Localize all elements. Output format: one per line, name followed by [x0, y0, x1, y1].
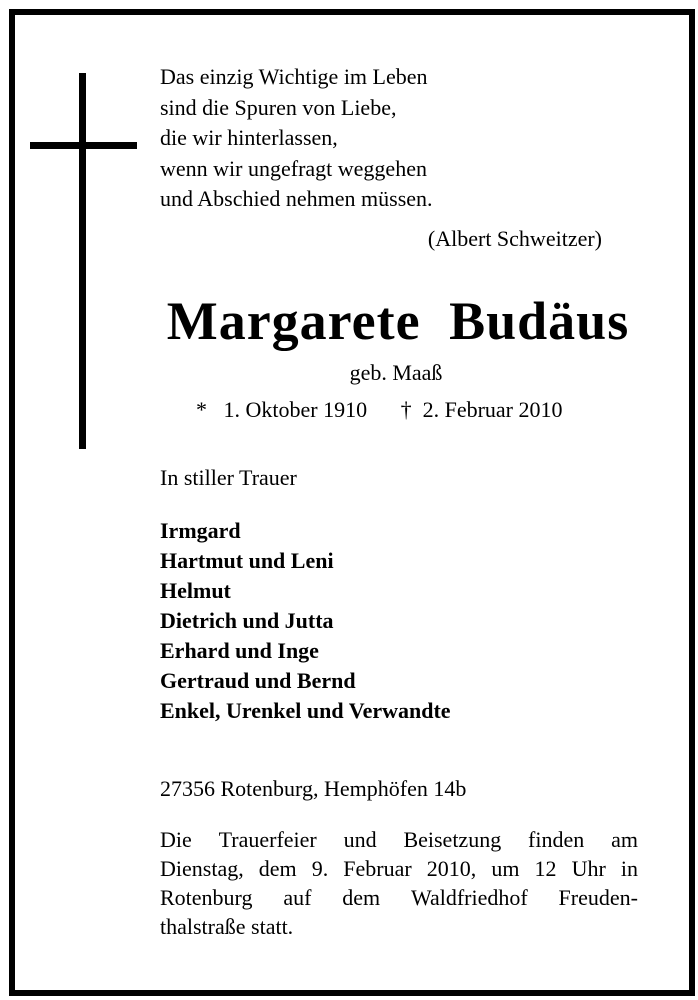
deceased-name: Margarete Budäus — [166, 291, 630, 351]
cross-horizontal-bar — [30, 142, 137, 149]
notice-word: 12 — [534, 856, 557, 881]
cross-vertical-bar — [79, 73, 86, 449]
notice-word: Februar — [343, 856, 412, 881]
notice-line — [160, 854, 638, 883]
death-symbol: † — [400, 397, 412, 422]
quote-line: sind die Spuren von Liebe, — [160, 94, 397, 120]
notice-line — [160, 825, 638, 854]
notice-word: und — [343, 827, 377, 852]
funeral-notice — [160, 825, 638, 941]
quote-author: (Albert Schweitzer) — [427, 226, 602, 251]
family-member: Dietrich und Jutta — [160, 608, 334, 633]
birth-date: 1. Oktober 1910 — [223, 397, 368, 422]
maiden-name: geb. Maaß — [349, 360, 443, 385]
notice-word: 2010, — [426, 856, 477, 881]
notice-word: in — [620, 856, 638, 881]
notice-word: Uhr — [571, 856, 606, 881]
death-date: 2. Februar 2010 — [422, 397, 563, 422]
quote-line: wenn wir ungefragt weggehen — [160, 155, 427, 181]
notice-word: 9. — [311, 856, 329, 881]
quote-line: und Abschied nehmen müssen. — [160, 186, 433, 211]
family-member: Gertraud und Bernd — [160, 668, 356, 693]
notice-word: am — [611, 827, 638, 852]
notice-line — [160, 883, 638, 912]
quote-line: Das einzig Wichtige im Leben — [160, 64, 428, 89]
address: 27356 Rotenburg, Hemphöfen 14b — [160, 776, 467, 801]
notice-word: Die — [160, 827, 192, 852]
family-list — [160, 516, 451, 726]
notice-word: Rotenburg — [160, 885, 253, 910]
notice-word: dem — [258, 856, 297, 881]
notice-line: thalstraße statt. — [160, 914, 294, 939]
notice-word: Freuden- — [558, 885, 638, 910]
notice-word: Beisetzung — [403, 827, 502, 852]
notice-word: um — [491, 856, 520, 881]
notice-word: finden — [528, 827, 585, 852]
notice-word: Waldfriedhof — [410, 885, 528, 910]
notice-word: Trauerfeier — [218, 827, 317, 852]
family-member: Irmgard — [160, 518, 241, 543]
family-member: Erhard und Inge — [160, 638, 319, 663]
notice-word: Dienstag, — [160, 856, 244, 881]
quote-line: die wir hinterlassen, — [160, 125, 338, 150]
notice-word: dem — [342, 885, 381, 910]
birth-symbol: * — [196, 397, 207, 422]
family-member: Helmut — [160, 578, 231, 603]
life-dates — [196, 397, 563, 423]
mourning-text: In stiller Trauer — [160, 465, 297, 490]
family-member: Enkel, Urenkel und Verwandte — [160, 698, 451, 723]
notice-word: auf — [283, 885, 312, 910]
quote — [160, 62, 433, 215]
family-member: Hartmut und Leni — [160, 548, 334, 573]
